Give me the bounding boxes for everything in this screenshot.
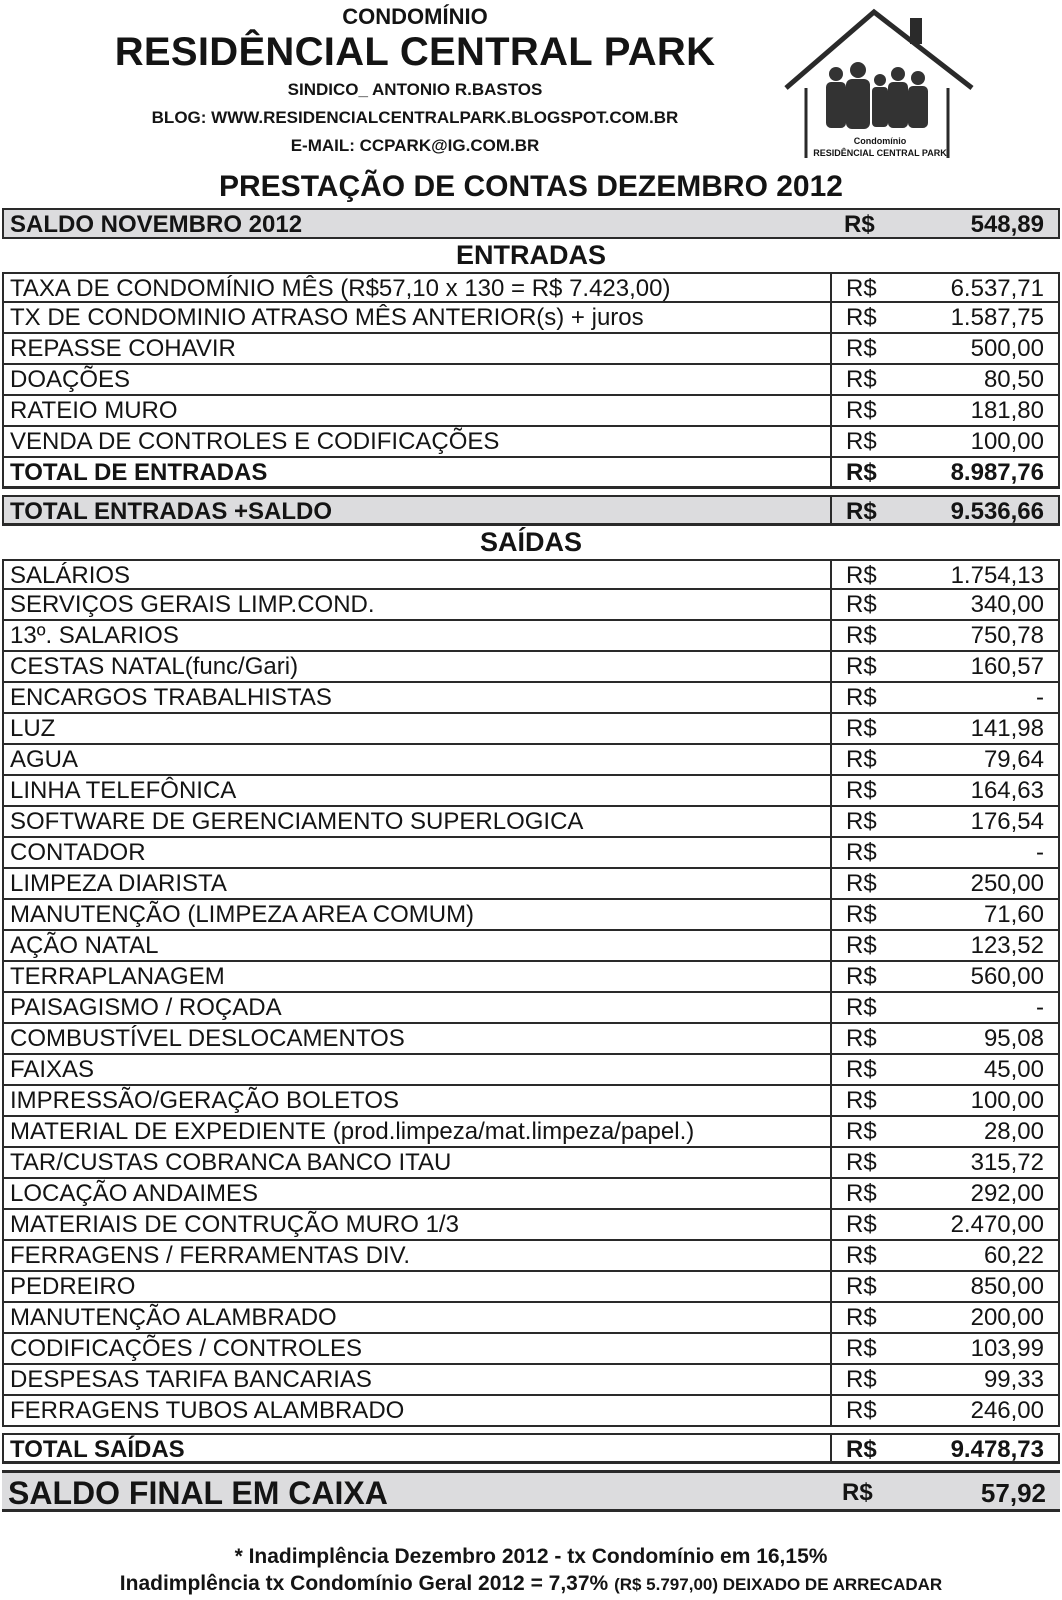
ledger-row-label: PEDREIRO: [10, 1273, 136, 1300]
currency-label: R$: [830, 1055, 1060, 1084]
currency-label: R$: [830, 683, 1060, 712]
ledger-row-amount: 99,33: [983, 1366, 1044, 1393]
ledger-row-label: REPASSE COHAVIR: [10, 335, 236, 362]
ledger-row: [2, 365, 1060, 396]
footer-delinquency-month: * Inadimplência Dezembro 2012 - tx Condomínio em 16,15%: [234, 1545, 828, 1568]
ledger-row-amount: 292,00: [970, 1180, 1044, 1207]
income-table: [2, 272, 1060, 458]
ledger-row-label: SALÁRIOS: [10, 562, 131, 589]
income-total-amount: 8.987,76: [950, 459, 1044, 486]
ledger-row-label: MATERIAIS DE CONTRUÇÃO MURO 1/3: [10, 1211, 459, 1238]
ledger-row-amount: 79,64: [983, 746, 1044, 773]
ledger-row-amount: 95,08: [983, 1025, 1044, 1052]
currency-label: R$: [830, 561, 1060, 590]
ledger-row: [2, 559, 1060, 590]
currency-label: R$: [830, 1086, 1060, 1115]
ledger-row-label: TAR/CUSTAS COBRANCA BANCO ITAU: [10, 1149, 452, 1176]
ledger-row: [2, 1303, 1060, 1334]
ledger-row: [2, 993, 1060, 1024]
header-email: E-MAIL: CCPARK@IG.COM.BR: [290, 136, 540, 155]
ledger-row: [2, 1241, 1060, 1272]
ledger-row-label: TAXA DE CONDOMÍNIO MÊS (R$57,10 x 130 = R$ 7.423,00): [10, 275, 671, 302]
income-total-label: TOTAL DE ENTRADAS: [10, 459, 268, 486]
ledger-row-amount: 45,00: [983, 1056, 1044, 1083]
currency-label: R$: [830, 1024, 1060, 1053]
ledger-row-amount: 141,98: [970, 715, 1044, 742]
ledger-row: [2, 683, 1060, 714]
currency-label: R$: [830, 334, 1060, 363]
currency-label: R$: [842, 1479, 873, 1506]
ledger-row: [2, 1334, 1060, 1365]
income-plus-balance-label: TOTAL ENTRADAS +SALDO: [10, 498, 333, 525]
ledger-row-label: FAIXAS: [10, 1056, 95, 1083]
expenses-total-row: [2, 1433, 1060, 1464]
currency-label: R$: [830, 396, 1060, 425]
ledger-row-amount: 71,60: [983, 901, 1044, 928]
ledger-row-label: IMPRESSÃO/GERAÇÃO BOLETOS: [10, 1087, 399, 1114]
previous-balance-row: [2, 208, 1060, 239]
ledger-row-label: LOCAÇÃO ANDAIMES: [10, 1180, 259, 1207]
logo-caption-small: Condomínio: [853, 136, 907, 146]
currency-label: R$: [830, 1241, 1060, 1270]
final-balance-amount: 57,92: [980, 1478, 1046, 1508]
currency-label: R$: [830, 1272, 1060, 1301]
ledger-row-label: LUZ: [10, 715, 56, 742]
previous-balance-label: SALDO NOVEMBRO 2012: [10, 211, 303, 238]
ledger-row-label: DESPESAS TARIFA BANCARIAS: [10, 1366, 372, 1393]
header-building-name: RESIDÊNCIAL CENTRAL PARK: [114, 30, 716, 74]
ledger-row: [2, 1117, 1060, 1148]
ledger-row-label: FERRAGENS / FERRAMENTAS DIV.: [10, 1242, 411, 1269]
ledger-row-amount: 103,99: [970, 1335, 1044, 1362]
currency-label: R$: [830, 900, 1060, 929]
ledger-row-label: CONTADOR: [10, 839, 146, 866]
ledger-row: [2, 1179, 1060, 1210]
ledger-row-label: ENCARGOS TRABALHISTAS: [10, 684, 332, 711]
ledger-row-amount: 28,00: [983, 1118, 1044, 1145]
ledger-row-amount: 200,00: [970, 1304, 1044, 1331]
ledger-row-amount: -: [1036, 684, 1044, 711]
ledger-row-amount: 2.470,00: [950, 1211, 1044, 1238]
ledger-row-label: TERRAPLANAGEM: [10, 963, 225, 990]
ledger-row-amount: -: [1036, 994, 1044, 1021]
footer-delinquency-year-amount: (R$ 5.797,00) DEIXADO DE ARRECADAR: [614, 1575, 943, 1594]
ledger-row-label: RATEIO MURO: [10, 397, 178, 424]
header-blog: BLOG: WWW.RESIDENCIALCENTRALPARK.BLOGSPOT.COM.BR: [151, 108, 679, 127]
report-title: PRESTAÇÃO DE CONTAS DEZEMBRO 2012: [219, 170, 843, 203]
ledger-row-label: MANUTENÇÃO (LIMPEZA AREA COMUM): [10, 901, 475, 928]
ledger-row-amount: 250,00: [970, 870, 1044, 897]
currency-label: R$: [830, 1303, 1060, 1332]
ledger-row: [2, 621, 1060, 652]
expenses-section-title: SAÍDAS: [479, 527, 582, 557]
ledger-row-amount: 560,00: [970, 963, 1044, 990]
currency-label: R$: [830, 427, 1060, 456]
ledger-row-label: AÇÃO NATAL: [10, 932, 159, 959]
currency-label: R$: [830, 869, 1060, 898]
currency-label: R$: [830, 776, 1060, 805]
currency-label: R$: [830, 1365, 1060, 1394]
ledger-row: [2, 272, 1060, 303]
ledger-row-amount: 100,00: [970, 428, 1044, 455]
ledger-row: [2, 869, 1060, 900]
currency-label: R$: [830, 652, 1060, 681]
ledger-row-amount: 246,00: [970, 1397, 1044, 1424]
ledger-row-amount: 750,78: [970, 622, 1044, 649]
income-section-title: ENTRADAS: [455, 240, 606, 270]
ledger-row-label: 13º. SALARIOS: [10, 622, 179, 649]
ledger-row: [2, 962, 1060, 993]
currency-label: R$: [830, 1435, 1060, 1464]
income-total-row: [2, 458, 1060, 489]
header-sindico: SINDICO_ ANTONIO R.BASTOS: [287, 80, 543, 99]
logo-caption-name: RESIDÊNCIAL CENTRAL PARK: [813, 148, 947, 158]
ledger-row: [2, 900, 1060, 931]
ledger-row-label: TX DE CONDOMINIO ATRASO MÊS ANTERIOR(s) + juros: [10, 304, 644, 331]
currency-label: R$: [830, 1117, 1060, 1146]
footer-delinquency-year: [0, 1572, 1062, 1596]
ledger-row-label: FERRAGENS TUBOS ALAMBRADO: [10, 1397, 405, 1424]
ledger-row-amount: 100,00: [970, 1087, 1044, 1114]
final-balance-label: SALDO FINAL EM CAIXA: [8, 1475, 388, 1511]
ledger-row: [2, 776, 1060, 807]
currency-label: R$: [830, 745, 1060, 774]
currency-label: R$: [844, 211, 875, 238]
ledger-row-label: LINHA TELEFÔNICA: [10, 777, 237, 804]
income-plus-balance-amount: 9.536,66: [950, 498, 1044, 525]
ledger-row-label: DOAÇÕES: [10, 366, 131, 393]
ledger-row: [2, 1024, 1060, 1055]
expenses-total-label: TOTAL SAÍDAS: [10, 1436, 185, 1463]
ledger-row: [2, 838, 1060, 869]
currency-label: R$: [830, 838, 1060, 867]
ledger-row-amount: 6.537,71: [950, 275, 1044, 302]
ledger-row-label: LIMPEZA DIARISTA: [10, 870, 227, 897]
ledger-row: [2, 745, 1060, 776]
currency-label: R$: [830, 497, 1060, 526]
ledger-row-amount: 164,63: [970, 777, 1044, 804]
ledger-row-label: SERVIÇOS GERAIS LIMP.COND.: [10, 591, 375, 618]
ledger-row-label: VENDA DE CONTROLES E CODIFICAÇÕES: [10, 428, 500, 455]
currency-label: R$: [830, 1210, 1060, 1239]
ledger-row-amount: 500,00: [970, 335, 1044, 362]
ledger-row: [2, 1396, 1060, 1427]
currency-label: R$: [830, 714, 1060, 743]
currency-label: R$: [830, 458, 1060, 487]
ledger-row: [2, 714, 1060, 745]
ledger-row-label: AGUA: [10, 746, 79, 773]
document-header: [0, 0, 1062, 203]
currency-label: R$: [830, 962, 1060, 991]
ledger-row-amount: 1.587,75: [950, 304, 1044, 331]
ledger-row-amount: 181,80: [970, 397, 1044, 424]
ledger-row: [2, 652, 1060, 683]
ledger-row: [2, 931, 1060, 962]
previous-balance-amount: 548,89: [970, 211, 1044, 238]
ledger-row-amount: 1.754,13: [950, 562, 1044, 589]
ledger-row-amount: 315,72: [970, 1149, 1044, 1176]
ledger-row-label: SOFTWARE DE GERENCIAMENTO SUPERLOGICA: [10, 808, 584, 835]
header-condominio: CONDOMÍNIO: [342, 4, 488, 29]
ledger-row-amount: 123,52: [970, 932, 1044, 959]
currency-label: R$: [830, 1334, 1060, 1363]
currency-label: R$: [830, 274, 1060, 303]
ledger-row-label: CODIFICAÇÕES / CONTROLES: [10, 1335, 363, 1362]
ledger-row-amount: 80,50: [983, 366, 1044, 393]
currency-label: R$: [830, 303, 1060, 332]
ledger-row-amount: 160,57: [970, 653, 1044, 680]
currency-label: R$: [830, 1179, 1060, 1208]
ledger-row: [2, 807, 1060, 838]
ledger-row-amount: 176,54: [970, 808, 1044, 835]
ledger-row: [2, 303, 1060, 334]
ledger-row-label: COMBUSTÍVEL DESLOCAMENTOS: [10, 1025, 405, 1052]
ledger-row: [2, 590, 1060, 621]
ledger-row-label: MANUTENÇÃO ALAMBRADO: [10, 1304, 337, 1331]
expenses-table: [2, 559, 1060, 1427]
ledger-row: [2, 427, 1060, 458]
ledger-row-amount: 340,00: [970, 591, 1044, 618]
currency-label: R$: [830, 590, 1060, 619]
condominium-logo: [782, 8, 982, 166]
ledger-row-label: MATERIAL DE EXPEDIENTE (prod.limpeza/mat.limpeza/papel.): [10, 1118, 695, 1145]
currency-label: R$: [830, 621, 1060, 650]
income-plus-balance-row: [2, 495, 1060, 526]
ledger-row: [2, 1365, 1060, 1396]
ledger-row: [2, 1148, 1060, 1179]
currency-label: R$: [830, 807, 1060, 836]
currency-label: R$: [830, 1148, 1060, 1177]
ledger-row-amount: 850,00: [970, 1273, 1044, 1300]
ledger-row: [2, 1055, 1060, 1086]
ledger-row-label: PAISAGISMO / ROÇADA: [10, 994, 282, 1021]
expenses-total-amount: 9.478,73: [950, 1436, 1044, 1463]
ledger-row: [2, 1086, 1060, 1117]
ledger-row-amount: 60,22: [983, 1242, 1044, 1269]
currency-label: R$: [830, 993, 1060, 1022]
ledger-row: [2, 1210, 1060, 1241]
final-balance-row: [2, 1470, 1060, 1512]
ledger-row-label: CESTAS NATAL(func/Gari): [10, 653, 299, 680]
accounts-ledger: [2, 208, 1060, 1512]
ledger-row: [2, 1272, 1060, 1303]
ledger-row-amount: -: [1036, 839, 1044, 866]
currency-label: R$: [830, 365, 1060, 394]
currency-label: R$: [830, 1396, 1060, 1425]
footer-delinquency-year-main: Inadimplência tx Condomínio Geral 2012 = 7,37%: [119, 1572, 609, 1595]
ledger-row: [2, 334, 1060, 365]
ledger-row: [2, 396, 1060, 427]
currency-label: R$: [830, 931, 1060, 960]
